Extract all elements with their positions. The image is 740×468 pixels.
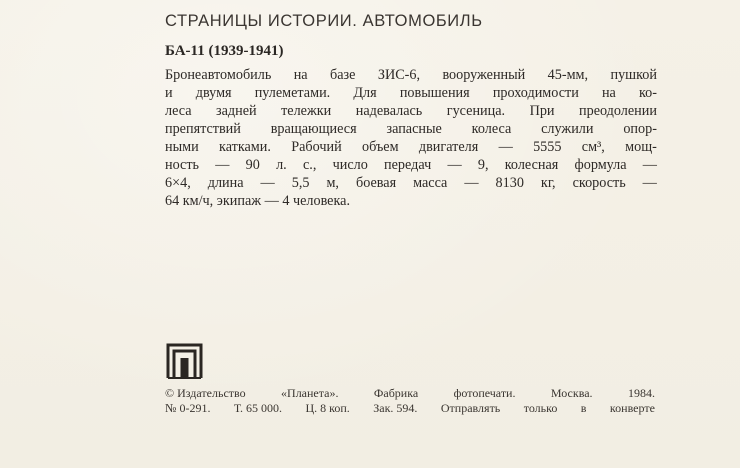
imprint-word: Отправлять — [440, 401, 501, 415]
imprint-word: № 0-291. — [165, 401, 211, 415]
description-line — [165, 156, 657, 174]
word: м, — [326, 175, 339, 191]
imprint-line — [165, 401, 655, 416]
word: масса — [413, 175, 448, 191]
word: Рабочий — [291, 139, 342, 155]
word: повышения — [399, 85, 470, 101]
word: препятствий — [165, 121, 241, 137]
word: на — [293, 67, 308, 83]
word: ЗИС-6, — [377, 67, 421, 83]
word: вращающиеся — [270, 121, 357, 137]
word: колесная — [504, 157, 559, 173]
word: При — [529, 103, 555, 119]
description-line — [165, 102, 657, 120]
imprint-line — [165, 386, 655, 401]
word: 5555 — [533, 139, 562, 155]
word: 8130 — [495, 175, 524, 191]
description-line — [165, 66, 657, 84]
word: кг, — [540, 175, 556, 191]
imprint-word: Ц. 8 коп. — [305, 401, 350, 415]
imprint-word: Зак. 594. — [373, 401, 418, 415]
description-line — [165, 174, 657, 192]
word: 9, — [477, 157, 489, 173]
word: 6×4, — [165, 175, 191, 191]
word: ными — [165, 139, 199, 155]
word: с., — [302, 157, 317, 173]
word: ко- — [638, 85, 657, 101]
word: см³, — [581, 139, 605, 155]
word: Для — [353, 85, 377, 101]
word: скорость — [572, 175, 626, 191]
word: гусеница. — [446, 103, 506, 119]
word: базе — [330, 67, 356, 83]
word: — — [464, 175, 479, 191]
word: 5,5 — [291, 175, 310, 191]
imprint-word: конверте — [609, 401, 655, 415]
word: двигателя — [418, 139, 479, 155]
imprint-word: 1984. — [627, 386, 655, 400]
word: боевая — [355, 175, 397, 191]
description-line — [165, 138, 657, 156]
word: — — [642, 175, 657, 191]
word: служили — [541, 121, 594, 137]
word: колеса — [471, 121, 512, 137]
word: запасные — [386, 121, 442, 137]
publisher-imprint — [165, 386, 655, 416]
description-line — [165, 192, 657, 210]
imprint-word: Фабрика — [373, 386, 419, 400]
planeta-publisher-logo-icon — [166, 343, 203, 380]
word: леса — [165, 103, 192, 119]
imprint-word: «Планета». — [281, 386, 339, 400]
word: 64 км/ч, экипаж — 4 человека. — [165, 193, 351, 209]
word: — — [498, 139, 513, 155]
description-line — [165, 120, 657, 138]
word: ность — [165, 157, 200, 173]
word: 45-мм, — [547, 67, 589, 83]
imprint-word: © Издательство — [165, 386, 246, 400]
series-title: СТРАНИЦЫ ИСТОРИИ. АВТОМОБИЛЬ — [165, 12, 483, 30]
word: пулеметами. — [254, 85, 331, 101]
imprint-word: только — [523, 401, 558, 415]
word: мощ- — [625, 139, 657, 155]
word: пушкой — [610, 67, 657, 83]
word: двумя — [195, 85, 232, 101]
word: длина — [207, 175, 244, 191]
model-title: БА-11 (1939-1941) — [165, 43, 284, 59]
word: передач — [384, 157, 432, 173]
imprint-word: фотопечати. — [453, 386, 516, 400]
word: задней — [216, 103, 257, 119]
imprint-word: Москва. — [550, 386, 593, 400]
word: л. — [276, 157, 287, 173]
imprint-word: в — [580, 401, 587, 415]
word: тележки — [281, 103, 332, 119]
word: преодолении — [579, 103, 657, 119]
word: число — [332, 157, 368, 173]
description-text — [165, 66, 657, 210]
word: объем — [362, 139, 399, 155]
word: формула — [574, 157, 627, 173]
word: — — [260, 175, 275, 191]
word: 90 — [245, 157, 260, 173]
description-line — [165, 84, 657, 102]
word: опор- — [623, 121, 657, 137]
word: Бронеавтомобиль — [165, 67, 272, 83]
word: — — [642, 157, 657, 173]
word: и — [165, 85, 173, 101]
imprint-word: Т. 65 000. — [233, 401, 283, 415]
word: — — [447, 157, 462, 173]
word: надевалась — [355, 103, 423, 119]
word: вооруженный — [442, 67, 526, 83]
word: — — [215, 157, 230, 173]
word: катками. — [219, 139, 271, 155]
word: на — [601, 85, 616, 101]
word: проходимости — [492, 85, 579, 101]
